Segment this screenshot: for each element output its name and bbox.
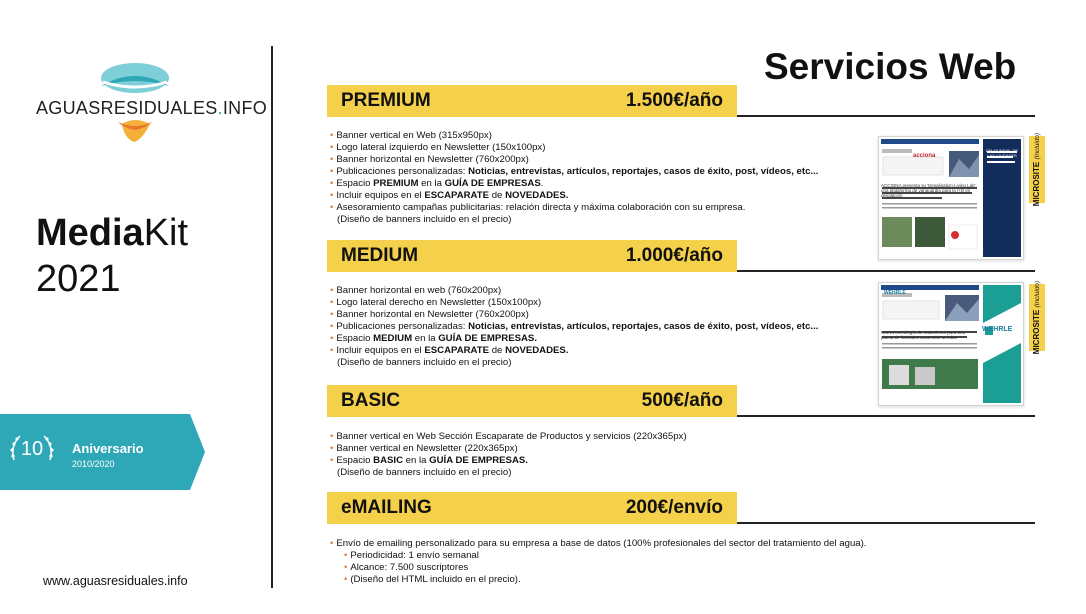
list-item: • Publicaciones personalizadas: Noticias, entrevistas, artículos, reportajes, casos de éxito, post, vídeos, etc... <box>330 321 819 332</box>
mediakit-year: 2021 <box>36 258 121 300</box>
plan-price: 1.500€/año <box>625 90 723 111</box>
preview-brand-label: acciona <box>913 153 936 159</box>
plan-name: MEDIUM <box>341 245 419 266</box>
anniversary-number: 10 <box>20 438 44 460</box>
column-divider <box>271 46 273 588</box>
website-url[interactable]: www.aguasresiduales.info <box>43 574 188 588</box>
list-item: • Logo lateral izquierdo en Newsletter (150x100px) <box>330 142 546 153</box>
plan-header-medium <box>327 240 737 272</box>
plan-price: 500€/año <box>641 390 723 411</box>
plan-price: 1.000€/año <box>625 245 723 266</box>
preview-image-icon <box>879 283 1023 405</box>
list-item: • Banner vertical en Web (315x950px) <box>330 130 492 141</box>
preview-headline: ACCIONA presenta su 'Desalination Living Lab', una plataforma de vanguardia para la I+D en desalación <box>881 183 977 198</box>
plan-note: (Diseño de banners incluido en el precio) <box>337 214 512 225</box>
divider-line <box>737 270 1035 272</box>
list-item: • Incluir equipos en el ESCAPARATE de NOVEDADES. <box>330 190 569 201</box>
preview-brand-label: WEHRLE <box>884 290 906 296</box>
plan-price: 200€/envío <box>625 497 723 518</box>
list-sub-item: • Alcance: 7.500 suscriptores <box>344 562 469 573</box>
plan-header-emailing <box>327 492 737 524</box>
list-item: • Banner vertical en Web Sección Escaparate de Productos y servicios (220x365px) <box>330 431 687 442</box>
plan-features-premium <box>330 130 818 226</box>
list-item: • Banner horizontal en Newsletter (760x200px) <box>330 154 529 165</box>
plan-name: PREMIUM <box>341 90 431 111</box>
microsite-badge-premium: MICROSITE (Incluido) <box>1029 136 1045 203</box>
plan-features-emailing <box>330 538 866 586</box>
page-title: Servicios Web <box>764 46 1017 87</box>
list-item: • Banner horizontal en web (760x200px) <box>330 285 502 296</box>
list-item: • Banner horizontal en Newsletter (760x200px) <box>330 309 529 320</box>
list-sub-item: • Periodicidad: 1 envío semanal <box>344 550 479 561</box>
list-item: • Publicaciones personalizadas: Noticias, entrevistas, artículos, reportajes, casos de éxito, post, vídeos, etc... <box>330 166 819 177</box>
preview-headline: Nueva tecnología de tratamiento para una planta de lixiviados anaerobio-aerobia <box>881 330 966 340</box>
plan-note: (Diseño de banners incluido en el precio) <box>337 467 512 478</box>
list-item: • Incluir equipos en el ESCAPARATE de NOVEDADES. <box>330 345 569 356</box>
plan-note: (Diseño de banners incluido en el precio) <box>337 357 512 368</box>
divider-line <box>737 115 1035 117</box>
preview-side-brand: WEHRLE <box>982 326 1013 333</box>
list-item: • Espacio MEDIUM en la GUÍA DE EMPRESAS. <box>330 333 537 344</box>
plan-features-medium <box>330 285 818 369</box>
mediakit-title: MediaKit <box>36 212 189 254</box>
plan-header-premium <box>327 85 737 117</box>
list-item: • Asesoramiento campañas publicitarias: relación directa y máxima colaboración con su empresa. <box>330 202 746 213</box>
newsletter-preview-medium <box>878 282 1024 406</box>
brand-logo-text: AGUASRESIDUALES.INFO <box>36 98 268 118</box>
list-item: • Espacio BASIC en la GUÍA DE EMPRESAS. <box>330 455 528 466</box>
plan-features-basic <box>330 431 687 479</box>
list-item: • Banner vertical en Newsletter (220x365px) <box>330 443 518 454</box>
divider-line <box>737 522 1035 524</box>
preview-side-banner: DÍA MUNDIAL DE LAS CIUDADES <box>985 148 1019 158</box>
anniversary-years: 2010/2020 <box>72 459 115 469</box>
list-item: • Envío de emailing personalizado para su empresa a base de datos (100% profesionales del sector del tratamiento del agua). <box>330 538 867 549</box>
microsite-badge-medium: MICROSITE (Incluido) <box>1029 284 1045 351</box>
plan-name: BASIC <box>341 390 401 411</box>
anniversary-title: Aniversario <box>72 441 144 456</box>
divider-line <box>737 415 1035 417</box>
list-item: • Espacio PREMIUM en la GUÍA DE EMPRESAS. <box>330 178 544 189</box>
list-sub-item: • (Diseño del HTML incluido en el precio). <box>344 574 521 585</box>
list-item: • Logo lateral derecho en Newsletter (150x100px) <box>330 297 542 308</box>
plan-name: eMAILING <box>341 497 432 518</box>
plan-header-basic <box>327 385 737 417</box>
